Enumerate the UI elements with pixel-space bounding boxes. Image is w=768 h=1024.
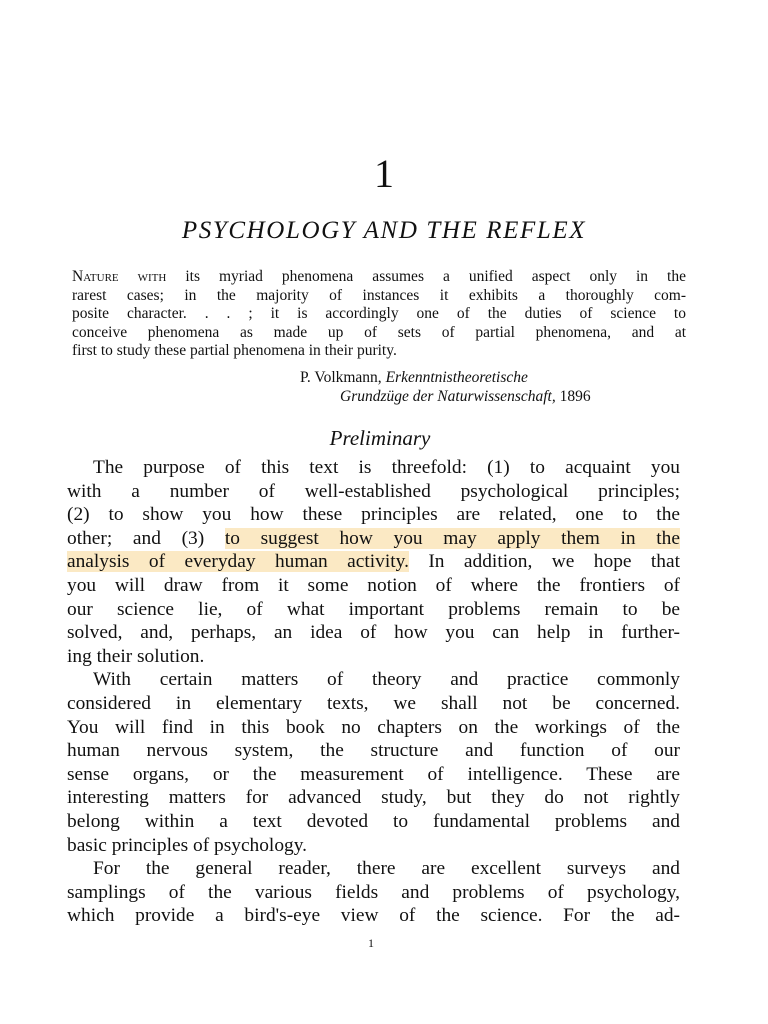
- attribution-year: 1896: [555, 388, 591, 405]
- epigraph-line: rarest cases; in the majority of instances it exhibits a thoroughly com-: [72, 286, 686, 304]
- text-line: you will draw from it some notion of where the frontiers of: [67, 574, 680, 596]
- text-line: other; and (3) to suggest how you may apply them in the: [67, 527, 680, 549]
- attribution-line: [300, 368, 686, 387]
- text-line: solved, and, perhaps, an idea of how you can help in further-: [67, 622, 680, 644]
- chapter-title: PSYCHOLOGY AND THE REFLEX: [181, 217, 587, 244]
- attribution-author: P. Volkmann,: [300, 369, 386, 386]
- epigraph-line: conceive phenomena as made up of sets of partial phenomena, and at: [72, 323, 686, 341]
- highlighted-text: analysis of everyday human activity.: [67, 551, 409, 573]
- chapter-number: 1: [374, 151, 394, 196]
- text-line: basic principles of psychology.: [67, 834, 307, 856]
- text-line: belong within a text devoted to fundamental problems and: [67, 810, 680, 832]
- epigraph-lead-in: Nature with: [72, 268, 167, 285]
- text-line: sense organs, or the measurement of intelligence. These are: [67, 763, 680, 785]
- text-line: The purpose of this text is threefold: (1) to acquaint you: [93, 457, 680, 478]
- text-line: with a number of well-established psychological principles;: [67, 480, 680, 502]
- highlighted-text: to suggest how you may apply them in the: [224, 527, 680, 549]
- text-line: analysis of everyday human activity. In addition, we hope that: [67, 551, 680, 573]
- attribution-work: Erkenntnistheoretische: [385, 369, 528, 386]
- text-line: samplings of the various fields and problems of psychology,: [67, 881, 680, 903]
- text-line: interesting matters for advanced study, but they do not rightly: [67, 787, 680, 809]
- epigraph-line: Nature with its myriad phenomena assumes a unified aspect only in the: [72, 268, 686, 285]
- page-number: 1: [368, 936, 374, 950]
- attribution-work: Grundzüge der Naturwissenschaft,: [340, 388, 556, 405]
- attribution-line: [300, 387, 686, 406]
- epigraph: [72, 268, 686, 361]
- text-line: (2) to show you how these principles are related, one to the: [67, 504, 680, 526]
- text-line: For the general reader, there are excellent surveys and: [93, 858, 680, 880]
- epigraph-attribution: [300, 368, 686, 406]
- body-text: [67, 456, 680, 928]
- text-line: You will find in this book no chapters on the workings of the: [67, 716, 680, 738]
- text-line: our science lie, of what important problems remain to be: [67, 598, 680, 620]
- epigraph-line: first to study these partial phenomena in their purity.: [72, 342, 397, 360]
- section-heading: Preliminary: [329, 426, 431, 450]
- text-line: which provide a bird's-eye view of the science. For the ad-: [67, 905, 680, 927]
- text-line: ing their solution.: [67, 645, 205, 667]
- text-line: human nervous system, the structure and function of our: [67, 740, 680, 762]
- text-line: With certain matters of theory and practice commonly: [93, 669, 680, 691]
- epigraph-line: posite character. . . ; it is accordingly one of the duties of science to: [72, 305, 686, 323]
- text-line: considered in elementary texts, we shall not be concerned.: [67, 692, 680, 714]
